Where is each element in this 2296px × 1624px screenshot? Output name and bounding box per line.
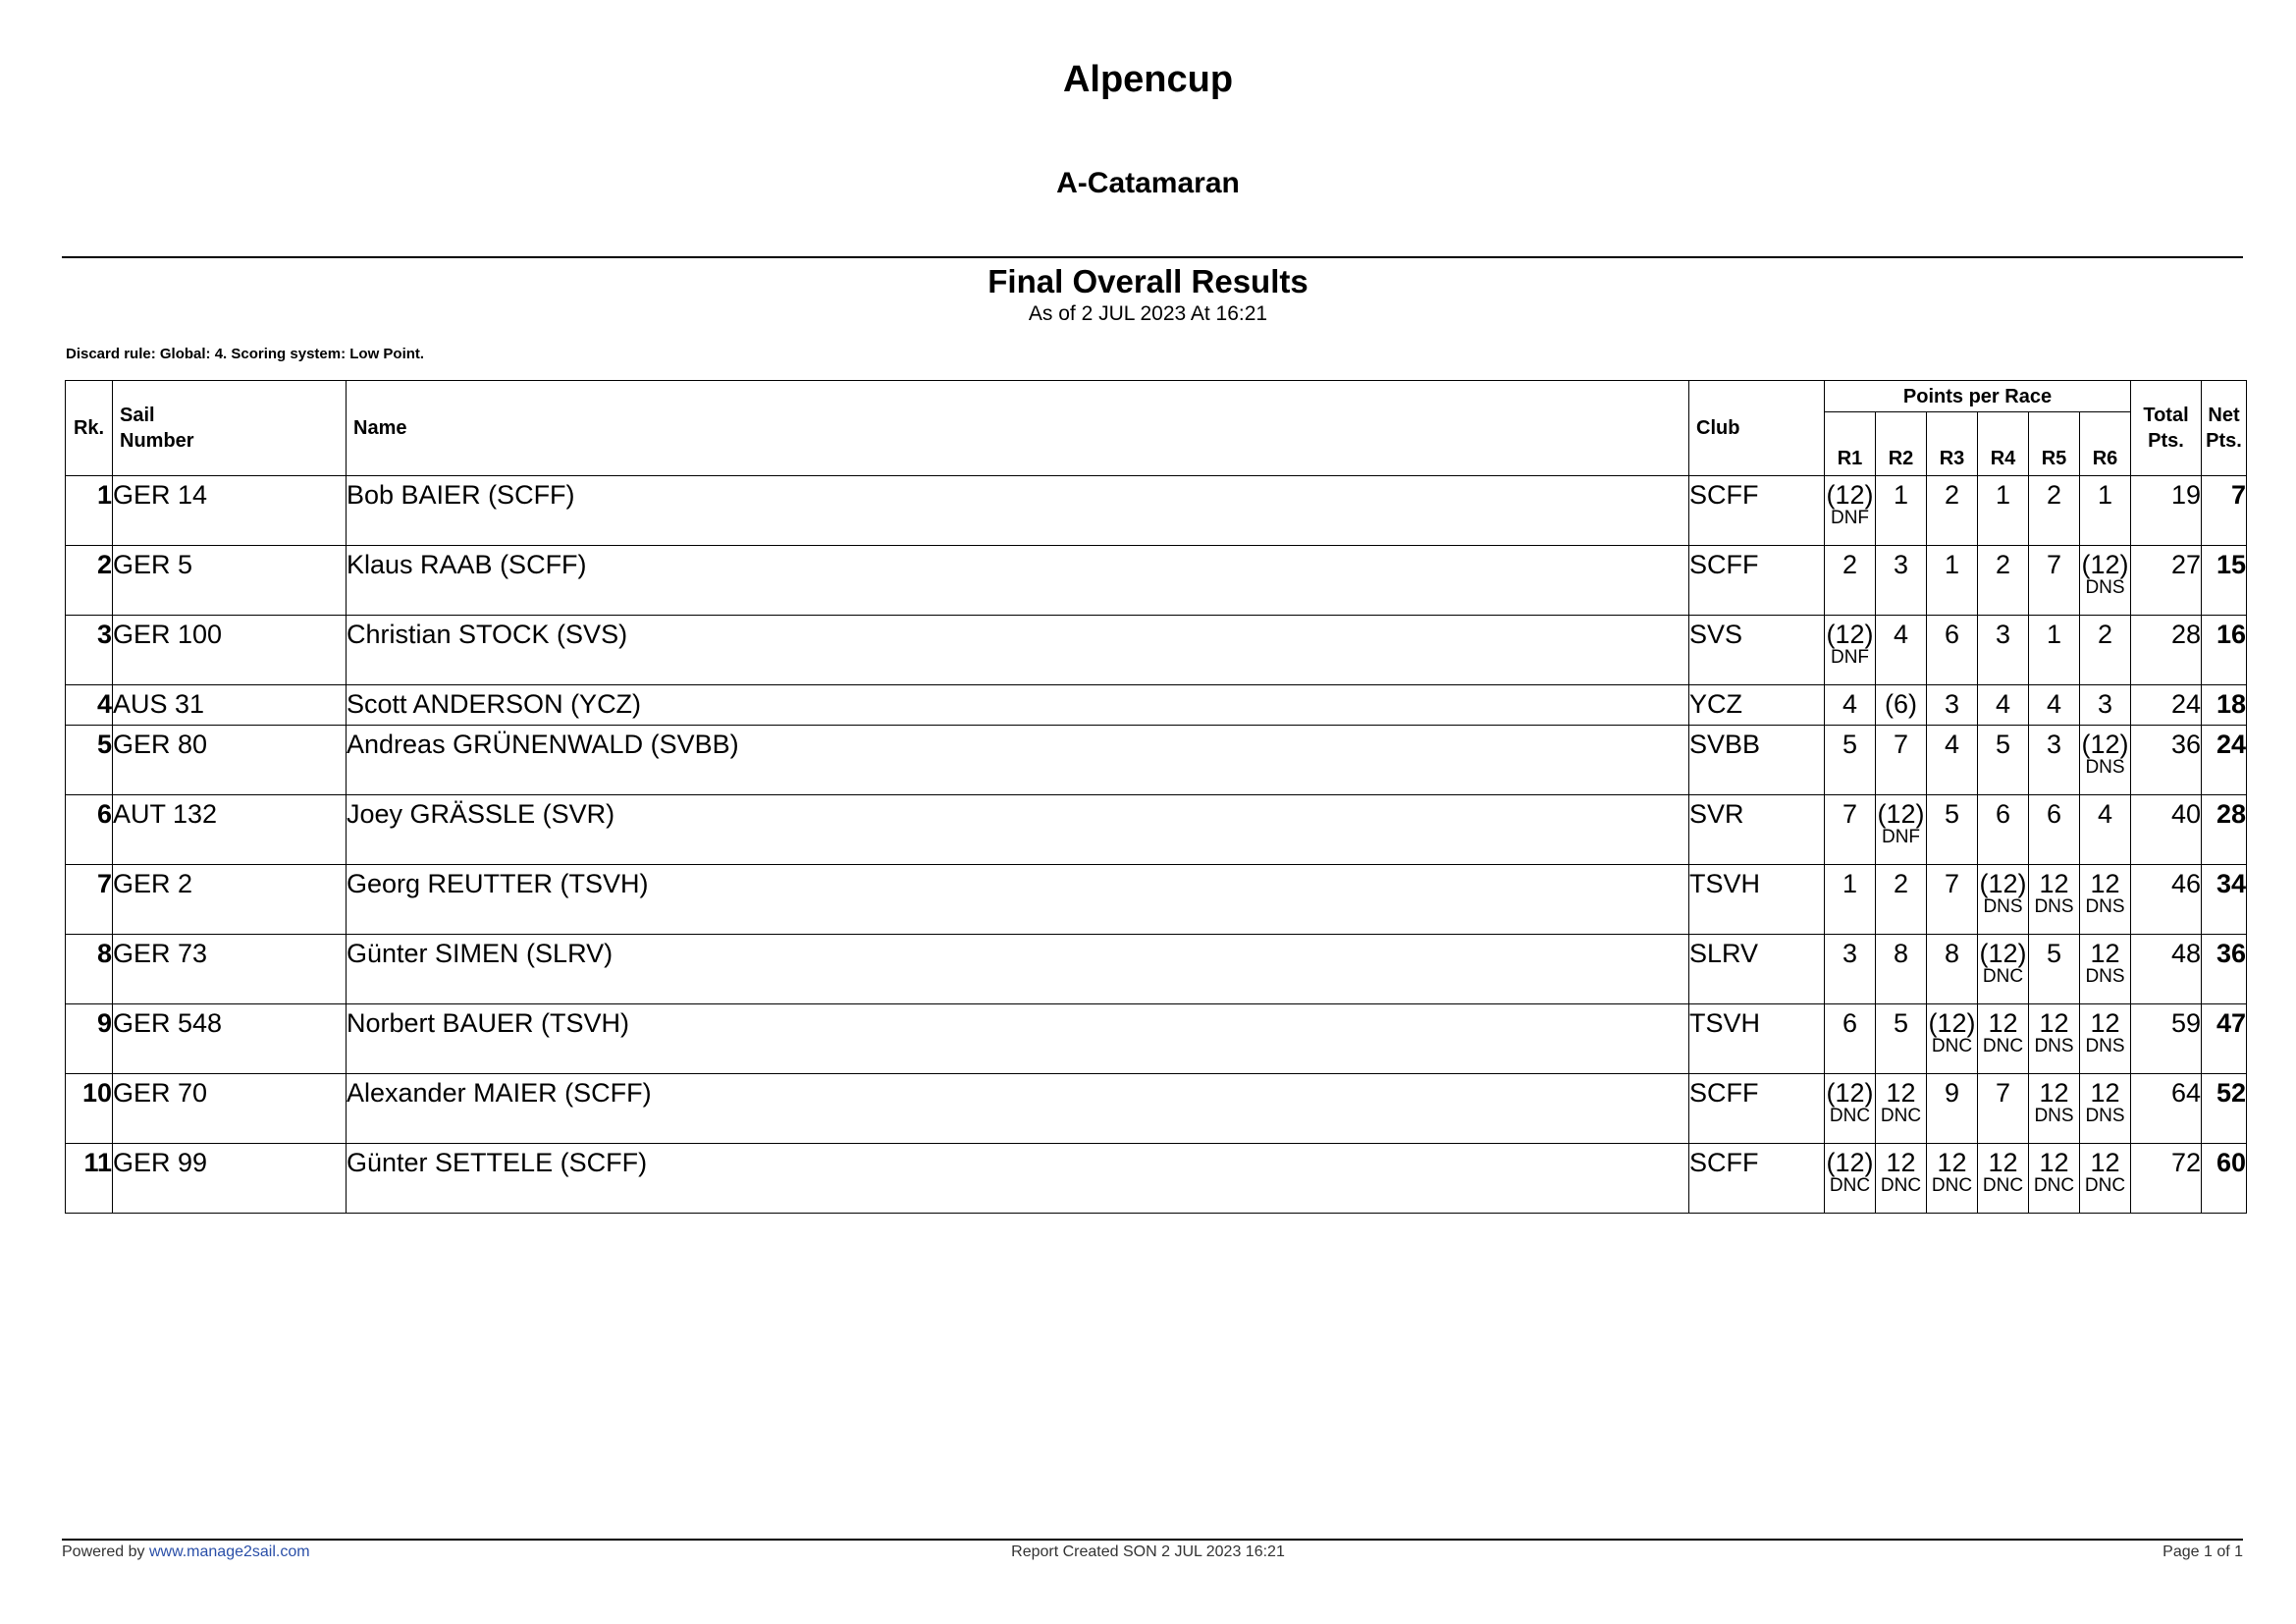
- race-points-cell-r1: [1825, 476, 1876, 546]
- race-points-cell-r6: [2080, 1074, 2131, 1144]
- rank-cell: 3: [66, 616, 113, 685]
- club-cell: SCFF: [1689, 1074, 1825, 1144]
- class-title: A-Catamaran: [1056, 167, 1240, 199]
- race-points-value: 12: [2039, 1078, 2069, 1108]
- race-points-value: (12): [2081, 550, 2129, 579]
- club-cell: SCFF: [1689, 1144, 1825, 1214]
- name-header: Name: [347, 381, 1689, 476]
- net-points-cell: 36: [2202, 935, 2247, 1004]
- table-row: [66, 795, 2247, 865]
- sail-number-cell: GER 5: [113, 546, 347, 616]
- race-points-cell-r1: [1825, 795, 1876, 865]
- manage2sail-link[interactable]: www.manage2sail.com: [148, 1543, 310, 1560]
- race-points-cell-r2: [1876, 726, 1927, 795]
- race-points-cell-r6: [2080, 476, 2131, 546]
- race-points-cell-r4: [1978, 1004, 2029, 1074]
- race-points-cell-r1: [1825, 935, 1876, 1004]
- report-title: Final Overall Results: [988, 263, 1308, 299]
- race-points-cell-r1: [1825, 1004, 1876, 1074]
- race-points-value: 7: [1842, 799, 1858, 829]
- club-cell: SVS: [1689, 616, 1825, 685]
- race-points-cell-r2: [1876, 935, 1927, 1004]
- race-points-value: 12: [2090, 1148, 2120, 1177]
- club-cell: SLRV: [1689, 935, 1825, 1004]
- footer-page-number: Page 1 of 1: [2163, 1543, 2243, 1560]
- race-points-value: 12: [2039, 1148, 2069, 1177]
- race-points-value: 5: [1995, 730, 2011, 759]
- race-points-value: 7: [1893, 730, 1909, 759]
- footer-report-created: Report Created SON 2 JUL 2023 16:21: [1011, 1543, 1285, 1560]
- sail-number-cell: AUT 132: [113, 795, 347, 865]
- race-points-value: 1: [1995, 480, 2011, 510]
- table-row: [66, 546, 2247, 616]
- results-table: [65, 380, 2247, 1214]
- race-points-value: (12): [1826, 1148, 1874, 1177]
- table-row: [66, 865, 2247, 935]
- race-penalty-code: DNS: [2034, 1036, 2074, 1056]
- race-header-r2: R2: [1876, 412, 1927, 476]
- race-points-value: 1: [2046, 620, 2062, 649]
- race-points-cell-r6: [2080, 685, 2131, 726]
- race-points-value: 6: [1842, 1008, 1858, 1038]
- rank-cell: 11: [66, 1144, 113, 1214]
- race-points-value: 5: [2046, 939, 2062, 968]
- race-penalty-code: DNC: [1982, 966, 2024, 987]
- race-points-cell-r4: [1978, 865, 2029, 935]
- race-penalty-code: DNS: [2085, 896, 2125, 917]
- race-points-cell-r3: [1927, 865, 1978, 935]
- race-points-cell-r6: [2080, 1004, 2131, 1074]
- competitor-name-cell: Scott ANDERSON (YCZ): [347, 685, 1689, 726]
- race-penalty-code: DNS: [2085, 577, 2125, 598]
- rank-cell: 1: [66, 476, 113, 546]
- race-points-value: 3: [1893, 550, 1909, 579]
- race-points-cell-r4: [1978, 476, 2029, 546]
- report-timestamp: As of 2 JUL 2023 At 16:21: [1028, 302, 1268, 325]
- race-points-cell-r1: [1825, 1074, 1876, 1144]
- race-penalty-code: DNS: [2034, 896, 2074, 917]
- club-cell: SVR: [1689, 795, 1825, 865]
- race-penalty-code: DNS: [2085, 757, 2125, 778]
- club-cell: SCFF: [1689, 546, 1825, 616]
- header-divider: [62, 256, 2243, 258]
- race-penalty-code: DNC: [1880, 1175, 1922, 1196]
- race-points-value: (12): [1826, 480, 1874, 510]
- race-header-r5: R5: [2029, 412, 2080, 476]
- race-points-value: 5: [1842, 730, 1858, 759]
- net-points-cell: 28: [2202, 795, 2247, 865]
- race-points-value: 12: [1886, 1078, 1916, 1108]
- race-points-cell-r2: [1876, 685, 1927, 726]
- race-points-cell-r2: [1876, 865, 1927, 935]
- total-header-line1: Total: [2143, 405, 2189, 426]
- race-points-cell-r2: [1876, 616, 1927, 685]
- total-points-cell: 27: [2131, 546, 2202, 616]
- race-points-cell-r2: [1876, 1074, 1927, 1144]
- race-penalty-code: DNC: [1982, 1036, 2024, 1056]
- competitor-name-cell: Georg REUTTER (TSVH): [347, 865, 1689, 935]
- race-points-value: (6): [1885, 689, 1917, 719]
- race-points-cell-r6: [2080, 935, 2131, 1004]
- event-title: Alpencup: [1062, 59, 1234, 100]
- club-cell: YCZ: [1689, 685, 1825, 726]
- race-points-value: 3: [2097, 689, 2113, 719]
- race-points-value: 4: [1995, 689, 2011, 719]
- race-points-value: 2: [1995, 550, 2011, 579]
- race-points-cell-r2: [1876, 795, 1927, 865]
- table-row: [66, 685, 2247, 726]
- race-penalty-code: DNS: [2085, 1106, 2125, 1126]
- race-points-value: 4: [1893, 620, 1909, 649]
- total-points-header: [2131, 381, 2202, 476]
- race-points-cell-r5: [2029, 935, 2080, 1004]
- race-points-cell-r1: [1825, 546, 1876, 616]
- race-points-value: 2: [1944, 480, 1960, 510]
- competitor-name-cell: Günter SIMEN (SLRV): [347, 935, 1689, 1004]
- sail-number-cell: GER 2: [113, 865, 347, 935]
- sail-number-header-line1: Sail: [120, 405, 155, 426]
- race-points-cell-r4: [1978, 1074, 2029, 1144]
- total-points-cell: 64: [2131, 1074, 2202, 1144]
- race-points-value: 12: [1988, 1008, 2018, 1038]
- race-points-cell-r3: [1927, 795, 1978, 865]
- race-header-r3: R3: [1927, 412, 1978, 476]
- rank-cell: 7: [66, 865, 113, 935]
- race-points-value: 12: [2039, 869, 2069, 898]
- race-penalty-code: DNC: [1829, 1106, 1871, 1126]
- race-points-cell-r4: [1978, 795, 2029, 865]
- race-penalty-code: DNC: [1982, 1175, 2024, 1196]
- total-points-cell: 46: [2131, 865, 2202, 935]
- race-points-value: 2: [1842, 550, 1858, 579]
- race-points-cell-r6: [2080, 726, 2131, 795]
- net-points-cell: 18: [2202, 685, 2247, 726]
- race-points-value: 12: [1937, 1148, 1967, 1177]
- table-row: [66, 1004, 2247, 1074]
- race-points-cell-r3: [1927, 1004, 1978, 1074]
- sail-number-cell: AUS 31: [113, 685, 347, 726]
- net-header-line2: Pts.: [2206, 430, 2242, 452]
- race-points-value: 9: [1944, 1078, 1960, 1108]
- race-penalty-code: DNC: [1829, 1175, 1871, 1196]
- race-points-cell-r1: [1825, 726, 1876, 795]
- net-points-cell: 60: [2202, 1144, 2247, 1214]
- race-points-value: 5: [1893, 1008, 1909, 1038]
- race-points-value: 1: [1893, 480, 1909, 510]
- race-points-cell-r3: [1927, 476, 1978, 546]
- total-points-cell: 48: [2131, 935, 2202, 1004]
- race-points-cell-r1: [1825, 685, 1876, 726]
- race-points-cell-r3: [1927, 546, 1978, 616]
- race-points-value: 2: [1893, 869, 1909, 898]
- race-penalty-code: DNC: [2033, 1175, 2075, 1196]
- race-points-cell-r6: [2080, 546, 2131, 616]
- race-penalty-code: DNC: [2084, 1175, 2126, 1196]
- results-body: [66, 476, 2247, 1214]
- race-points-value: 4: [2046, 689, 2062, 719]
- race-points-value: 6: [1944, 620, 1960, 649]
- race-header-r4: R4: [1978, 412, 2029, 476]
- competitor-name-cell: Andreas GRÜNENWALD (SVBB): [347, 726, 1689, 795]
- total-points-cell: 72: [2131, 1144, 2202, 1214]
- club-cell: TSVH: [1689, 865, 1825, 935]
- race-penalty-code: DNS: [2034, 1106, 2074, 1126]
- race-points-cell-r5: [2029, 1074, 2080, 1144]
- race-header-r1: R1: [1825, 412, 1876, 476]
- race-penalty-code: DNC: [1880, 1106, 1922, 1126]
- rank-cell: 6: [66, 795, 113, 865]
- sail-number-header-line2: Number: [120, 430, 194, 452]
- race-points-cell-r4: [1978, 685, 2029, 726]
- race-points-value: 12: [2090, 1078, 2120, 1108]
- race-points-cell-r4: [1978, 546, 2029, 616]
- competitor-name-cell: Norbert BAUER (TSVH): [347, 1004, 1689, 1074]
- race-points-cell-r3: [1927, 685, 1978, 726]
- points-per-race-header: Points per Race: [1825, 381, 2131, 412]
- race-points-value: 12: [1988, 1148, 2018, 1177]
- table-row: [66, 1074, 2247, 1144]
- club-cell: TSVH: [1689, 1004, 1825, 1074]
- race-points-value: 12: [2090, 869, 2120, 898]
- club-cell: SVBB: [1689, 726, 1825, 795]
- race-points-cell-r6: [2080, 865, 2131, 935]
- race-points-cell-r3: [1927, 1074, 1978, 1144]
- race-points-value: 1: [1842, 869, 1858, 898]
- race-penalty-code: DNC: [1931, 1175, 1973, 1196]
- race-points-value: 12: [2090, 939, 2120, 968]
- net-points-cell: 24: [2202, 726, 2247, 795]
- table-header-row: [66, 381, 2247, 412]
- footer-divider: [62, 1539, 2243, 1541]
- competitor-name-cell: Günter SETTELE (SCFF): [347, 1144, 1689, 1214]
- race-points-value: 2: [2046, 480, 2062, 510]
- race-points-value: 12: [1886, 1148, 1916, 1177]
- rank-cell: 2: [66, 546, 113, 616]
- rank-cell: 5: [66, 726, 113, 795]
- table-row: [66, 476, 2247, 546]
- race-points-cell-r2: [1876, 1144, 1927, 1214]
- race-points-value: 8: [1944, 939, 1960, 968]
- competitor-name-cell: Joey GRÄSSLE (SVR): [347, 795, 1689, 865]
- race-points-cell-r2: [1876, 1004, 1927, 1074]
- race-points-value: (12): [1928, 1008, 1976, 1038]
- race-points-value: 3: [1995, 620, 2011, 649]
- net-points-cell: 7: [2202, 476, 2247, 546]
- race-penalty-code: DNF: [1881, 827, 1921, 847]
- race-points-cell-r3: [1927, 726, 1978, 795]
- race-points-cell-r5: [2029, 616, 2080, 685]
- race-points-value: (12): [1877, 799, 1925, 829]
- race-points-cell-r2: [1876, 546, 1927, 616]
- race-points-cell-r1: [1825, 1144, 1876, 1214]
- race-points-cell-r1: [1825, 616, 1876, 685]
- table-row: [66, 1144, 2247, 1214]
- sail-number-cell: GER 73: [113, 935, 347, 1004]
- race-points-value: 7: [1944, 869, 1960, 898]
- race-points-cell-r5: [2029, 1004, 2080, 1074]
- race-points-cell-r3: [1927, 616, 1978, 685]
- race-points-value: 1: [2097, 480, 2113, 510]
- race-points-cell-r6: [2080, 795, 2131, 865]
- race-points-cell-r5: [2029, 865, 2080, 935]
- race-points-value: (12): [1826, 620, 1874, 649]
- race-points-cell-r6: [2080, 616, 2131, 685]
- sail-number-header: [113, 381, 347, 476]
- rank-cell: 9: [66, 1004, 113, 1074]
- sail-number-cell: GER 99: [113, 1144, 347, 1214]
- race-points-value: 7: [2046, 550, 2062, 579]
- table-row: [66, 616, 2247, 685]
- race-points-cell-r4: [1978, 726, 2029, 795]
- race-penalty-code: DNF: [1830, 508, 1870, 528]
- race-points-cell-r5: [2029, 685, 2080, 726]
- race-points-value: 6: [2046, 799, 2062, 829]
- net-points-cell: 47: [2202, 1004, 2247, 1074]
- race-points-value: 12: [2039, 1008, 2069, 1038]
- total-header-line2: Pts.: [2148, 430, 2184, 452]
- table-row: [66, 726, 2247, 795]
- race-points-cell-r2: [1876, 476, 1927, 546]
- net-points-cell: 34: [2202, 865, 2247, 935]
- rank-header: Rk.: [66, 381, 113, 476]
- race-points-cell-r6: [2080, 1144, 2131, 1214]
- race-points-value: (12): [1979, 939, 2027, 968]
- race-points-cell-r4: [1978, 616, 2029, 685]
- race-penalty-code: DNS: [2085, 966, 2125, 987]
- race-points-cell-r3: [1927, 1144, 1978, 1214]
- race-header-r6: R6: [2080, 412, 2131, 476]
- race-penalty-code: DNS: [1983, 896, 2023, 917]
- net-points-cell: 52: [2202, 1074, 2247, 1144]
- competitor-name-cell: Christian STOCK (SVS): [347, 616, 1689, 685]
- race-points-value: 3: [1842, 939, 1858, 968]
- powered-by-label: Powered by: [62, 1543, 145, 1560]
- race-points-value: 4: [2097, 799, 2113, 829]
- net-points-header: [2202, 381, 2247, 476]
- race-penalty-code: DNF: [1830, 647, 1870, 668]
- club-header: Club: [1689, 381, 1825, 476]
- sail-number-cell: GER 70: [113, 1074, 347, 1144]
- rank-cell: 8: [66, 935, 113, 1004]
- race-points-cell-r4: [1978, 1144, 2029, 1214]
- race-points-value: 3: [1944, 689, 1960, 719]
- race-points-value: 2: [2097, 620, 2113, 649]
- race-points-cell-r5: [2029, 476, 2080, 546]
- race-points-value: (12): [2081, 730, 2129, 759]
- total-points-cell: 24: [2131, 685, 2202, 726]
- race-penalty-code: DNS: [2085, 1036, 2125, 1056]
- race-points-value: 6: [1995, 799, 2011, 829]
- race-points-value: 4: [1842, 689, 1858, 719]
- competitor-name-cell: Bob BAIER (SCFF): [347, 476, 1689, 546]
- race-points-cell-r5: [2029, 546, 2080, 616]
- race-points-cell-r5: [2029, 795, 2080, 865]
- discard-rule: Discard rule: Global: 4. Scoring system: Low Point.: [66, 346, 425, 362]
- race-points-value: (12): [1826, 1078, 1874, 1108]
- sail-number-cell: GER 14: [113, 476, 347, 546]
- race-points-cell-r5: [2029, 1144, 2080, 1214]
- race-points-value: 3: [2046, 730, 2062, 759]
- net-points-cell: 15: [2202, 546, 2247, 616]
- race-points-value: 7: [1995, 1078, 2011, 1108]
- rank-cell: 10: [66, 1074, 113, 1144]
- race-points-value: (12): [1979, 869, 2027, 898]
- total-points-cell: 59: [2131, 1004, 2202, 1074]
- net-header-line1: Net: [2208, 405, 2240, 426]
- club-cell: SCFF: [1689, 476, 1825, 546]
- competitor-name-cell: Alexander MAIER (SCFF): [347, 1074, 1689, 1144]
- sail-number-cell: GER 548: [113, 1004, 347, 1074]
- race-points-value: 8: [1893, 939, 1909, 968]
- total-points-cell: 36: [2131, 726, 2202, 795]
- race-points-cell-r5: [2029, 726, 2080, 795]
- race-points-value: 4: [1944, 730, 1960, 759]
- table-row: [66, 935, 2247, 1004]
- race-points-cell-r1: [1825, 865, 1876, 935]
- race-points-value: 12: [2090, 1008, 2120, 1038]
- total-points-cell: 40: [2131, 795, 2202, 865]
- competitor-name-cell: Klaus RAAB (SCFF): [347, 546, 1689, 616]
- race-penalty-code: DNC: [1931, 1036, 1973, 1056]
- race-points-cell-r3: [1927, 935, 1978, 1004]
- race-points-value: 1: [1944, 550, 1960, 579]
- race-points-cell-r4: [1978, 935, 2029, 1004]
- race-points-value: 5: [1944, 799, 1960, 829]
- net-points-cell: 16: [2202, 616, 2247, 685]
- rank-cell: 4: [66, 685, 113, 726]
- sail-number-cell: GER 80: [113, 726, 347, 795]
- total-points-cell: 28: [2131, 616, 2202, 685]
- sail-number-cell: GER 100: [113, 616, 347, 685]
- total-points-cell: 19: [2131, 476, 2202, 546]
